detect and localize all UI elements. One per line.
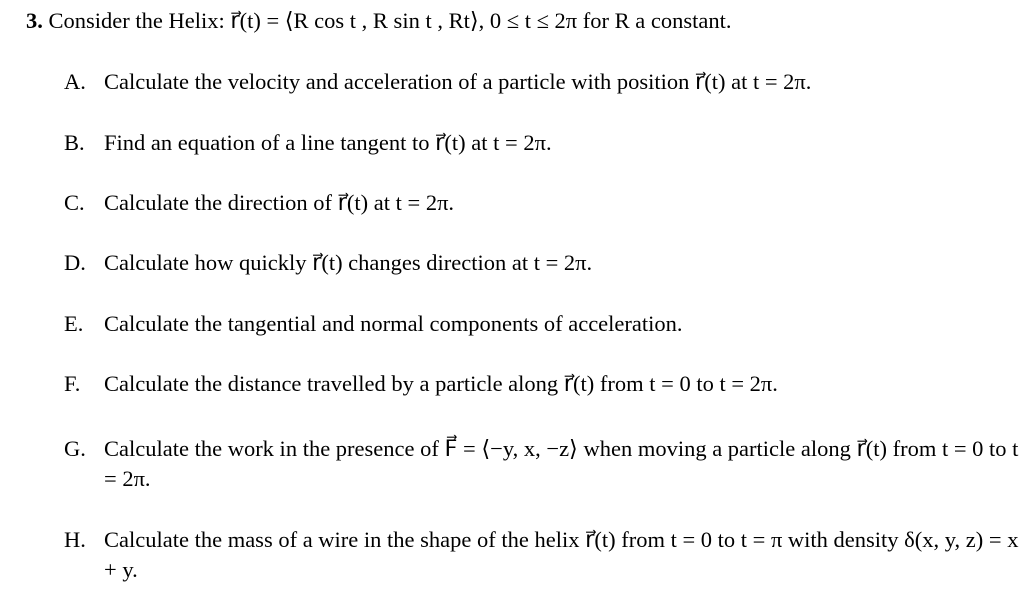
part-h xyxy=(64,525,1019,585)
part-text: Calculate the tangential and normal components of acceleration. xyxy=(104,311,683,336)
part-letter: G. xyxy=(64,436,86,461)
problem-heading xyxy=(26,8,732,34)
part-e xyxy=(64,309,1019,339)
problem-number: 3. xyxy=(26,8,43,33)
part-a xyxy=(64,67,1019,97)
part-b xyxy=(64,128,1019,158)
part-letter: B. xyxy=(64,130,85,155)
part-text: Calculate the work in the presence of F⃗ = ⟨−y, x, −z⟩ when moving a particle along r⃗(t) from t = 0 to t = 2π. xyxy=(104,436,1019,491)
part-f xyxy=(64,369,1019,399)
part-text: Calculate the mass of a wire in the shape of the helix r⃗(t) from t = 0 to t = π with density δ(x, y, z) = x + y. xyxy=(104,527,1019,582)
part-text: Calculate how quickly r⃗(t) changes direction at t = 2π. xyxy=(104,250,593,275)
part-letter: E. xyxy=(64,311,84,336)
part-d xyxy=(64,248,1019,278)
part-text: Calculate the distance travelled by a particle along r⃗(t) from t = 0 to t = 2π. xyxy=(104,371,778,396)
part-c xyxy=(64,188,1019,218)
part-text: Calculate the direction of r⃗(t) at t = 2π. xyxy=(104,190,455,215)
part-g xyxy=(64,434,1019,494)
problem-statement: Consider the Helix: r⃗(t) = ⟨R cos t , R sin t , Rt⟩, 0 ≤ t ≤ 2π for R a constant. xyxy=(48,8,732,33)
part-text: Calculate the velocity and acceleration of a particle with position r⃗(t) at t = 2π. xyxy=(104,69,812,94)
part-letter: F. xyxy=(64,371,81,396)
part-letter: A. xyxy=(64,69,86,94)
part-letter: C. xyxy=(64,190,85,215)
part-letter: D. xyxy=(64,250,86,275)
part-text: Find an equation of a line tangent to r⃗(t) at t = 2π. xyxy=(104,130,552,155)
part-letter: H. xyxy=(64,527,86,552)
